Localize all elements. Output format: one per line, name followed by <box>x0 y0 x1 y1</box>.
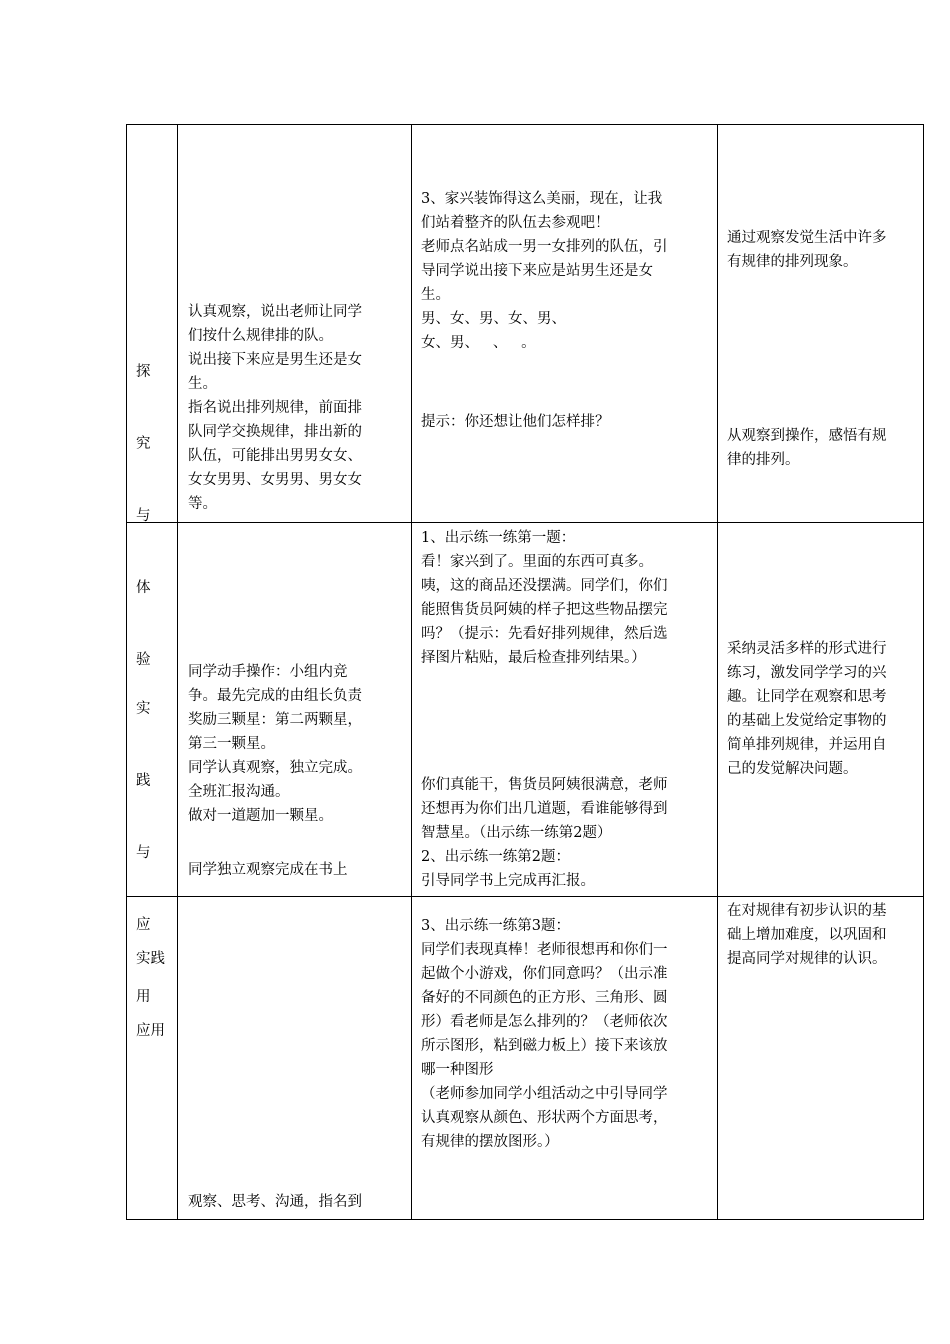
student-activity-cell <box>188 660 362 828</box>
teacher-activity-cell <box>421 914 668 1154</box>
text-line: 女、男、 、 。 <box>421 335 536 351</box>
table-border-left <box>126 124 127 1220</box>
text-line: 有规律的排列现象。 <box>727 254 858 270</box>
text-line: 你们真能干，售货员阿姨很满意，老师 <box>421 777 668 793</box>
stage-char: 验 <box>136 652 151 668</box>
text-line: 从观察到操作，感悟有规 <box>727 428 887 444</box>
text-line: 队伍，可能排出男男女女、 <box>188 448 362 464</box>
text-line: 第三一颗星。 <box>188 736 275 752</box>
text-line: 2、出示练一练第2题： <box>421 849 570 865</box>
text-line: 同学认真观察，独立完成。 <box>188 760 362 776</box>
text-line: 们按什么规律排的队。 <box>188 328 333 344</box>
text-line: 在对规律有初步认识的基 <box>727 903 887 919</box>
text-line: 3、出示练一练第3题： <box>421 918 570 934</box>
stage-text: 应用 <box>136 1023 165 1039</box>
stage-char: 与 <box>136 845 151 861</box>
text-line: 简单排列规律，并运用自 <box>727 737 887 753</box>
text-line: 础上增加难度，以巩固和 <box>727 927 887 943</box>
text-line: 生。 <box>188 376 217 392</box>
text-line: 队同学交换规律，排出新的 <box>188 424 362 440</box>
text-line: 的基础上发觉给定事物的 <box>727 713 887 729</box>
teacher-activity-cell <box>421 526 668 670</box>
text-line: 有规律的摆放图形。） <box>421 1134 559 1150</box>
text-line: 说出接下来应是男生还是女 <box>188 352 362 368</box>
text-line: 认真观察从颜色、形状两个方面思考， <box>421 1110 668 1126</box>
text-line: 奖励三颗星：第二两颗星， <box>188 712 362 728</box>
stage-char: 用 <box>136 989 151 1005</box>
text-line: 女女男男、女男男、男女女 <box>188 472 362 488</box>
text-line: 趣。让同学在观察和思考 <box>727 689 887 705</box>
text-line: 同学独立观察完成在书上 <box>188 862 348 878</box>
text-line: 咦，这的商品还没摆满。同学们，你们 <box>421 578 668 594</box>
text-line: 看！家兴到了。里面的东西可真多。 <box>421 554 653 570</box>
table-column-divider <box>411 124 412 1220</box>
text-line: 男、女、男、女、男、 <box>421 311 566 327</box>
stage-text: 实践 <box>136 951 165 967</box>
stage-char: 实 <box>136 701 151 717</box>
text-line: 3、家兴装饰得这么美丽，现在，让我 <box>421 191 663 207</box>
student-activity-cell <box>188 1190 362 1214</box>
text-line: 等。 <box>188 496 217 512</box>
table-border-top <box>126 124 924 125</box>
text-line: 争。最先完成的由组长负责 <box>188 688 362 704</box>
teacher-activity-cell <box>421 187 668 355</box>
text-line: 采纳灵活多样的形式进行 <box>727 641 887 657</box>
text-line: 己的发觉解决问题。 <box>727 761 858 777</box>
teacher-activity-cell <box>421 773 668 893</box>
stage-char: 践 <box>136 773 151 789</box>
text-line: 起做个小游戏，你们同意吗？（出示准 <box>421 966 668 982</box>
text-line: 提示：你还想让他们怎样排？ <box>421 414 610 430</box>
text-line: 形）看老师是怎么排列的？（老师依次 <box>421 1014 668 1030</box>
stage-char: 体 <box>136 580 151 596</box>
stage-char: 应 <box>136 917 151 933</box>
table-column-divider <box>177 124 178 1220</box>
text-line: 哪一种图形 <box>421 1062 494 1078</box>
text-line: 练习，激发同学学习的兴 <box>727 665 887 681</box>
text-line: 智慧星。（出示练一练第2题） <box>421 825 612 841</box>
text-line: 律的排列。 <box>727 452 800 468</box>
text-line: 生。 <box>421 287 450 303</box>
text-line: 吗？（提示：先看好排列规律，然后选 <box>421 626 668 642</box>
design-intent-cell <box>727 226 887 274</box>
text-line: 1、出示练一练第一题： <box>421 530 576 546</box>
table-row-divider <box>126 896 924 897</box>
text-line: 通过观察发觉生活中许多 <box>727 230 887 246</box>
table-border-bottom <box>126 1219 924 1220</box>
student-activity-note <box>188 858 348 882</box>
text-line: 做对一道题加一颗星。 <box>188 808 333 824</box>
teacher-hint <box>421 410 610 434</box>
stage-char: 与 <box>136 508 151 524</box>
stage-char: 探 <box>136 364 151 380</box>
design-intent-cell <box>727 424 887 472</box>
text-line: 同学动手操作：小组内竞 <box>188 664 348 680</box>
text-line: 指名说出排列规律，前面排 <box>188 400 362 416</box>
student-activity-cell <box>188 300 362 516</box>
text-line: （老师参加同学小组活动之中引导同学 <box>421 1086 668 1102</box>
text-line: 择图片粘贴，最后检查排列结果。） <box>421 650 646 666</box>
stage-char: 究 <box>136 436 151 452</box>
text-line: 认真观察，说出老师让同学 <box>188 304 362 320</box>
text-line: 还想再为你们出几道题，看谁能够得到 <box>421 801 668 817</box>
text-line: 所示图形，粘到磁力板上）接下来该放 <box>421 1038 668 1054</box>
table-column-divider <box>717 124 718 1220</box>
text-line: 观察、思考、沟通，指名到 <box>188 1194 362 1210</box>
text-line: 备好的不同颜色的正方形、三角形、圆 <box>421 990 668 1006</box>
text-line: 引导同学书上完成再汇报。 <box>421 873 595 889</box>
table-row-divider <box>126 522 924 523</box>
stage-label <box>136 899 165 1091</box>
table-border-right <box>923 124 924 1220</box>
text-line: 老师点名站成一男一女排列的队伍，引 <box>421 239 668 255</box>
text-line: 提高同学对规律的认识。 <box>727 951 887 967</box>
design-intent-cell <box>727 637 887 781</box>
text-line: 全班汇报沟通。 <box>188 784 290 800</box>
design-intent-cell <box>727 899 887 971</box>
text-line: 导同学说出接下来应是站男生还是女 <box>421 263 653 279</box>
text-line: 们站着整齐的队伍去参观吧！ <box>421 215 610 231</box>
text-line: 同学们表现真棒！老师很想再和你们一 <box>421 942 668 958</box>
text-line: 能照售货员阿姨的样子把这些物品摆完 <box>421 602 668 618</box>
